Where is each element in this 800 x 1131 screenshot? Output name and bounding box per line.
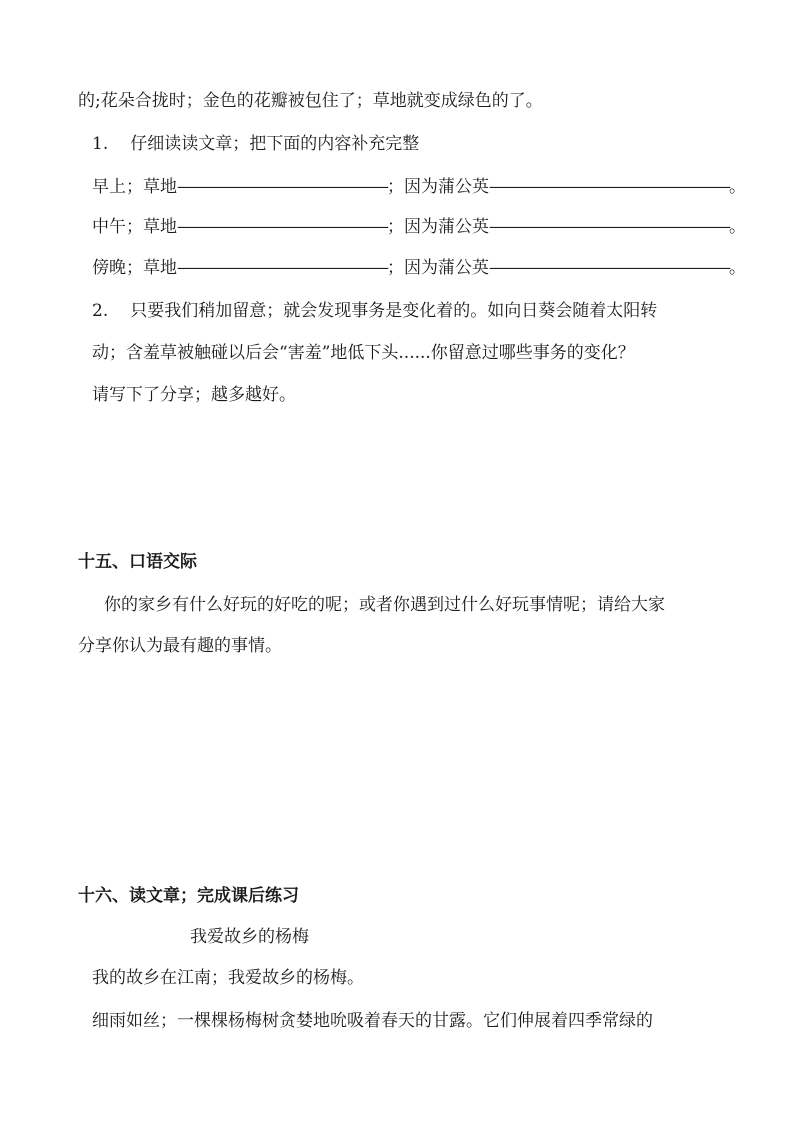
section-15-heading: 十五、口语交际	[78, 552, 197, 572]
fill-row-reason: ；因为蒲公英	[387, 258, 489, 278]
fill-row-end: 。	[729, 258, 746, 278]
article-line-2: 细雨如丝；一棵棵杨梅树贪婪地吮吸着春天的甘露。它们伸展着四季常绿的	[92, 1011, 653, 1031]
answer-blank: ——————————————	[177, 217, 387, 237]
fill-row-time: 早上；草地	[92, 177, 177, 197]
section-16-heading: 十六、读文章；完成课后练习	[78, 886, 299, 906]
fill-row-end: 。	[729, 177, 746, 197]
answer-blank: ————————————————	[489, 217, 729, 237]
fill-row-time: 中午；草地	[92, 217, 177, 237]
question-2-line-1	[92, 300, 657, 322]
article-title: 我爱故乡的杨梅	[190, 927, 309, 947]
fill-row-end: 。	[729, 217, 746, 237]
question-1	[92, 133, 419, 155]
section-15-line-2: 分享你认为最有趣的事情。	[78, 636, 282, 656]
question-1-text: 仔细读读文章；把下面的内容补充完整	[130, 134, 420, 154]
question-2-number: 2.	[92, 301, 109, 321]
question-2-text: 只要我们稍加留意；就会发现事务是变化着的。如向日葵会随着太阳转	[130, 301, 658, 321]
answer-blank: ——————————————	[177, 258, 387, 278]
passage-end-line: 的;花朵合拢时；金色的花瓣被包住了；草地就变成绿色的了。	[78, 91, 543, 111]
fill-row-evening	[92, 257, 746, 279]
fill-row-reason: ；因为蒲公英	[387, 177, 489, 197]
question-1-number: 1.	[92, 134, 109, 154]
question-2-line-2: 动；含羞草被触碰以后会“害羞”地低下头......你留意过哪些事务的变化？	[92, 343, 635, 363]
question-2-line-3: 请写下了分享；越多越好。	[92, 385, 296, 405]
answer-blank: ————————————————	[489, 177, 729, 197]
section-15-line-1: 你的家乡有什么好玩的好吃的呢；或者你遇到过什么好玩事情呢；请给大家	[104, 595, 665, 615]
fill-row-morning	[92, 176, 746, 198]
fill-row-noon	[92, 216, 746, 238]
answer-blank: ————————————————	[489, 258, 729, 278]
fill-row-time: 傍晚；草地	[92, 258, 177, 278]
fill-row-reason: ；因为蒲公英	[387, 217, 489, 237]
answer-blank: ——————————————	[177, 177, 387, 197]
article-line-1: 我的故乡在江南；我爱故乡的杨梅。	[92, 968, 364, 988]
